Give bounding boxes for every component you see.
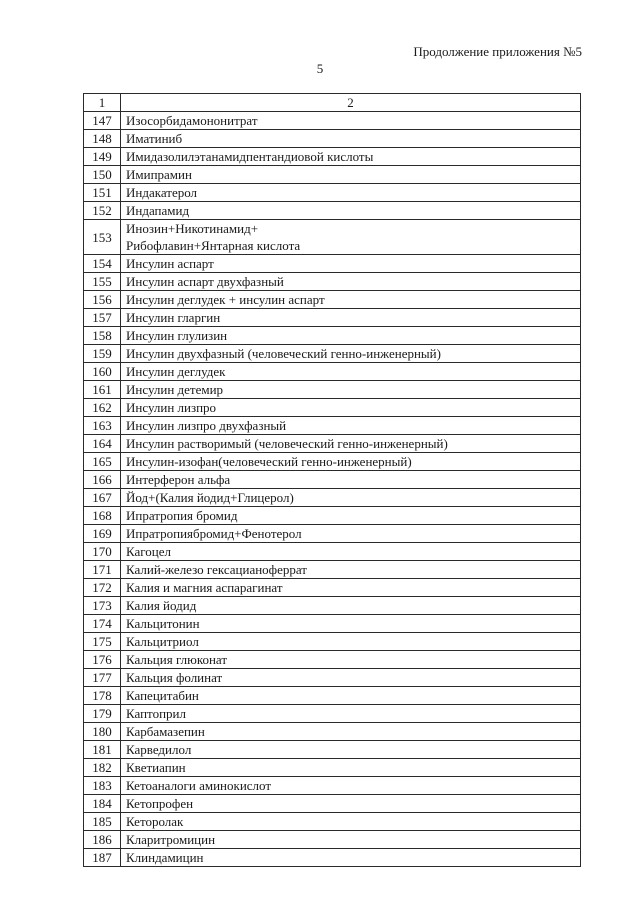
drug-name-cell: Каптоприл xyxy=(121,705,581,723)
drug-name-line: Рибофлавин+Янтарная кислота xyxy=(126,238,301,253)
table-row xyxy=(84,759,581,777)
table-row xyxy=(84,399,581,417)
drug-name-cell: Калия и магния аспарагинат xyxy=(121,579,581,597)
table-row xyxy=(84,705,581,723)
table-row xyxy=(84,453,581,471)
column-header-name: 2 xyxy=(121,94,581,112)
drug-name-cell: Инсулин аспарт xyxy=(121,255,581,273)
page-number: 5 xyxy=(316,61,324,76)
row-number-cell: 148 xyxy=(84,130,121,148)
table-row xyxy=(84,166,581,184)
drug-name-cell: Инсулин деглудек xyxy=(121,363,581,381)
row-number-cell: 155 xyxy=(84,273,121,291)
drug-name-cell: Ипратропия бромид xyxy=(121,507,581,525)
row-number-cell: 153 xyxy=(84,220,121,255)
drug-name-cell: Калия йодид xyxy=(121,597,581,615)
table-row xyxy=(84,741,581,759)
table-row xyxy=(84,579,581,597)
row-number-cell: 170 xyxy=(84,543,121,561)
row-number-cell: 179 xyxy=(84,705,121,723)
table-row xyxy=(84,597,581,615)
row-number-cell: 154 xyxy=(84,255,121,273)
table-row xyxy=(84,345,581,363)
row-number-cell: 169 xyxy=(84,525,121,543)
drug-name-cell: Ипратропиябромид+Фенотерол xyxy=(121,525,581,543)
drug-name-cell: Клиндамицин xyxy=(121,849,581,867)
table-header-row xyxy=(84,94,581,112)
drug-name-cell: Карведилол xyxy=(121,741,581,759)
table-row xyxy=(84,130,581,148)
row-number-cell: 176 xyxy=(84,651,121,669)
drug-name-cell: Инсулин лизпро двухфазный xyxy=(121,417,581,435)
table-row xyxy=(84,255,581,273)
drug-name-cell: Интерферон альфа xyxy=(121,471,581,489)
table-row xyxy=(84,849,581,867)
row-number-cell: 185 xyxy=(84,813,121,831)
row-number-cell: 161 xyxy=(84,381,121,399)
table-row xyxy=(84,723,581,741)
continuation-note: Продолжение приложения №5 xyxy=(413,44,582,59)
table-row xyxy=(84,795,581,813)
drug-name-cell: Кальция фолинат xyxy=(121,669,581,687)
drug-name-line: Инозин+Никотинамид+ xyxy=(126,221,259,236)
drug-name-cell: Иматиниб xyxy=(121,130,581,148)
drug-name-cell: Инсулин растворимый (человеческий генно-инженерный) xyxy=(121,435,581,453)
drug-name-cell: Кларитромицин xyxy=(121,831,581,849)
row-number-cell: 159 xyxy=(84,345,121,363)
table-row xyxy=(84,813,581,831)
table-row xyxy=(84,327,581,345)
table-row xyxy=(84,273,581,291)
row-number-cell: 177 xyxy=(84,669,121,687)
table-row xyxy=(84,363,581,381)
table-row xyxy=(84,309,581,327)
row-number-cell: 173 xyxy=(84,597,121,615)
row-number-cell: 180 xyxy=(84,723,121,741)
table-row xyxy=(84,831,581,849)
row-number-cell: 157 xyxy=(84,309,121,327)
drug-name-cell: Кальцитонин xyxy=(121,615,581,633)
table-row xyxy=(84,543,581,561)
drug-name-cell: Кагоцел xyxy=(121,543,581,561)
row-number-cell: 183 xyxy=(84,777,121,795)
drug-name-cell: Калий-железо гексацианоферрат xyxy=(121,561,581,579)
column-header-number: 1 xyxy=(84,94,121,112)
row-number-cell: 156 xyxy=(84,291,121,309)
row-number-cell: 166 xyxy=(84,471,121,489)
drug-name-cell: Имипрамин xyxy=(121,166,581,184)
table-row xyxy=(84,202,581,220)
drug-name-cell: Карбамазепин xyxy=(121,723,581,741)
drug-table xyxy=(83,93,581,867)
table-row xyxy=(84,148,581,166)
drug-name-cell: Кветиапин xyxy=(121,759,581,777)
drug-name-cell: Инсулин деглудек + инсулин аспарт xyxy=(121,291,581,309)
drug-name-cell: Индапамид xyxy=(121,202,581,220)
drug-name-cell: Йод+(Калия йодид+Глицерол) xyxy=(121,489,581,507)
row-number-cell: 164 xyxy=(84,435,121,453)
row-number-cell: 172 xyxy=(84,579,121,597)
table-row xyxy=(84,633,581,651)
table-row xyxy=(84,435,581,453)
table-row xyxy=(84,489,581,507)
drug-name-cell: Кальцитриол xyxy=(121,633,581,651)
table-row xyxy=(84,471,581,489)
table-row xyxy=(84,651,581,669)
row-number-cell: 184 xyxy=(84,795,121,813)
drug-name-cell: Капецитабин xyxy=(121,687,581,705)
row-number-cell: 162 xyxy=(84,399,121,417)
row-number-cell: 147 xyxy=(84,112,121,130)
table-row xyxy=(84,615,581,633)
row-number-cell: 152 xyxy=(84,202,121,220)
table-row xyxy=(84,220,581,255)
drug-name-cell: Изосорбидамононитрат xyxy=(121,112,581,130)
row-number-cell: 167 xyxy=(84,489,121,507)
table-row xyxy=(84,525,581,543)
drug-name-cell: Инсулин детемир xyxy=(121,381,581,399)
drug-name-cell: Имидазолилэтанамидпентандиовой кислоты xyxy=(121,148,581,166)
table-row xyxy=(84,507,581,525)
row-number-cell: 158 xyxy=(84,327,121,345)
drug-name-cell: Индакатерол xyxy=(121,184,581,202)
table-row xyxy=(84,561,581,579)
table-row xyxy=(84,777,581,795)
drug-name-cell: Инсулин лизпро xyxy=(121,399,581,417)
table-row xyxy=(84,669,581,687)
row-number-cell: 151 xyxy=(84,184,121,202)
table-row xyxy=(84,417,581,435)
drug-name-cell: Инсулин-изофан(человеческий генно-инженерный) xyxy=(121,453,581,471)
table-row xyxy=(84,687,581,705)
drug-name-cell: Инсулин двухфазный (человеческий генно-инженерный) xyxy=(121,345,581,363)
row-number-cell: 186 xyxy=(84,831,121,849)
drug-name-cell xyxy=(121,220,581,255)
row-number-cell: 168 xyxy=(84,507,121,525)
row-number-cell: 163 xyxy=(84,417,121,435)
table-row xyxy=(84,184,581,202)
row-number-cell: 175 xyxy=(84,633,121,651)
table-row xyxy=(84,381,581,399)
table-row xyxy=(84,291,581,309)
drug-name-cell: Кетопрофен xyxy=(121,795,581,813)
row-number-cell: 165 xyxy=(84,453,121,471)
drug-name-cell: Кетоаналоги аминокислот xyxy=(121,777,581,795)
row-number-cell: 150 xyxy=(84,166,121,184)
row-number-cell: 171 xyxy=(84,561,121,579)
row-number-cell: 178 xyxy=(84,687,121,705)
table-row xyxy=(84,112,581,130)
drug-name-cell: Инсулин гларгин xyxy=(121,309,581,327)
drug-name-cell: Инсулин аспарт двухфазный xyxy=(121,273,581,291)
row-number-cell: 160 xyxy=(84,363,121,381)
row-number-cell: 149 xyxy=(84,148,121,166)
row-number-cell: 187 xyxy=(84,849,121,867)
row-number-cell: 182 xyxy=(84,759,121,777)
drug-name-cell: Инсулин глулизин xyxy=(121,327,581,345)
drug-name-cell: Кеторолак xyxy=(121,813,581,831)
row-number-cell: 174 xyxy=(84,615,121,633)
drug-name-cell: Кальция глюконат xyxy=(121,651,581,669)
row-number-cell: 181 xyxy=(84,741,121,759)
